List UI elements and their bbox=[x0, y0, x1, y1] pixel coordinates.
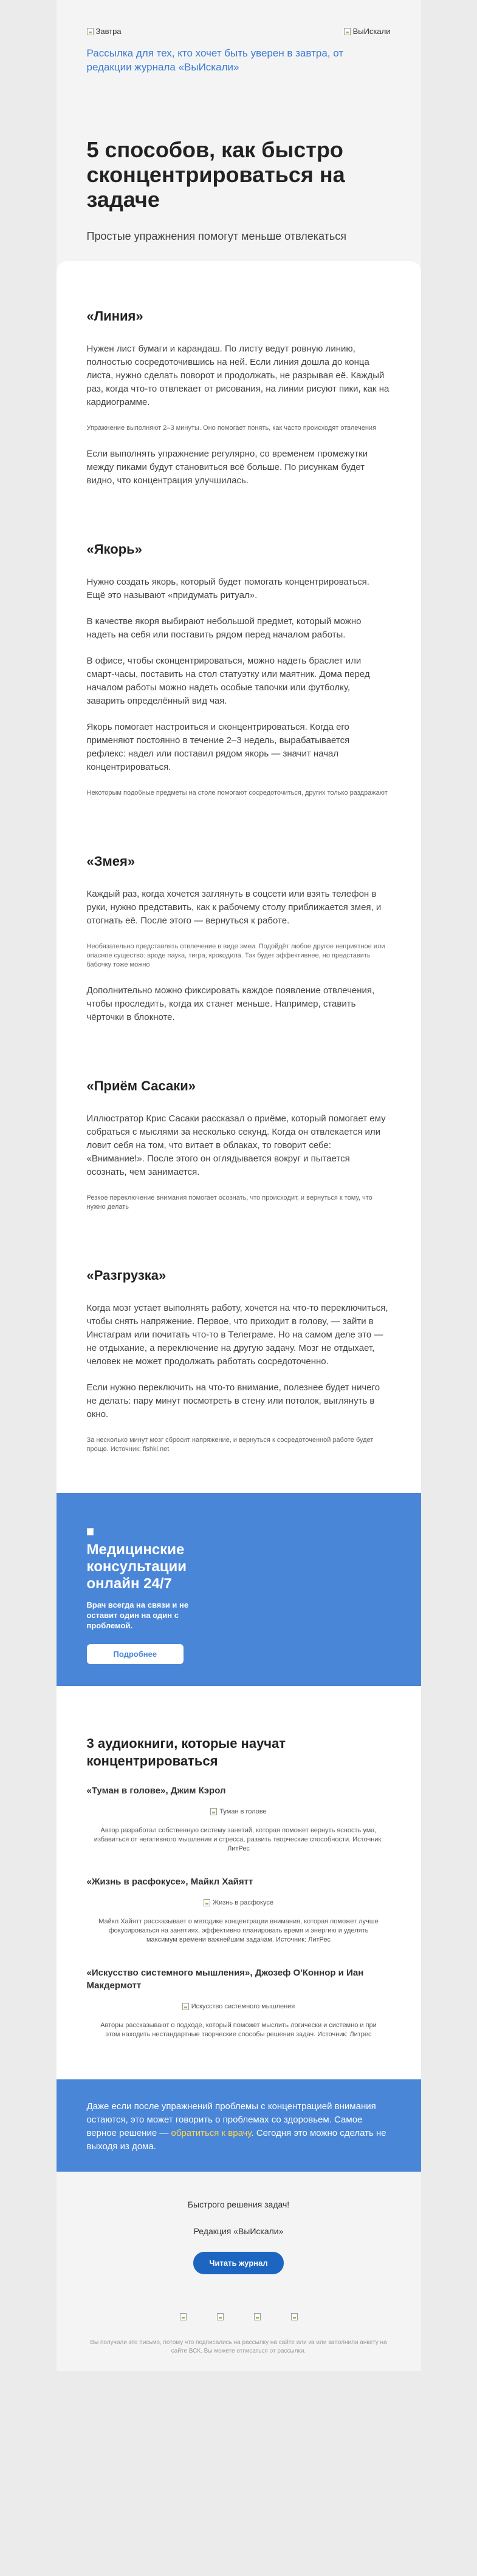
promo-image-icon bbox=[87, 1528, 94, 1535]
section-spacer bbox=[87, 1226, 391, 1268]
read-magazine-button[interactable]: Читать журнал bbox=[193, 2252, 283, 2274]
legal-text-before: Вы получили это письмо, потому что подписались на рассылку на сайте или из или заполнили анкету на сайте ВСК. Вы можете bbox=[90, 2339, 387, 2354]
promo-title: Медицинские консультации онлайн 24/7 bbox=[86, 1541, 187, 1592]
email-container bbox=[57, 0, 421, 2371]
article-body bbox=[57, 261, 421, 1493]
article-section bbox=[87, 1268, 391, 1487]
email-header bbox=[57, 0, 421, 85]
article-section bbox=[87, 308, 391, 542]
section-paragraph: Если выполнять упражнение регулярно, со временем промежутки между пиками будут становиться всё больше. По рисункам будет видно, что концентрация улучшилась. bbox=[86, 449, 368, 486]
doctor-link[interactable]: обратиться к врачу bbox=[171, 2128, 252, 2138]
audiobooks-list bbox=[87, 1784, 391, 2039]
section-paragraph: Иллюстратор Крис Сасаки рассказал о приёме, который помогает ему собраться с мыслями за несколько секунд. Когда он отвлекается или ловит себя на том, что витает в облаках, то говорит себе: «Внимание!». После этого он оглядывается вокруг и пытается осознать, чем занимается. bbox=[86, 1113, 386, 1177]
section-title: «Змея» bbox=[86, 854, 136, 869]
section-spacer bbox=[87, 812, 391, 854]
article-section bbox=[87, 854, 391, 1078]
email-footer bbox=[57, 2172, 421, 2371]
audiobook-item bbox=[87, 1875, 391, 1945]
section-title: «Якорь» bbox=[86, 542, 142, 557]
article-section bbox=[87, 1078, 391, 1268]
audiobook-cover-alt: Жизнь в расфокусе bbox=[213, 1899, 273, 1906]
logo-zavtra[interactable] bbox=[87, 27, 122, 36]
audiobook-item bbox=[87, 1966, 391, 2039]
logo-vyiskali[interactable] bbox=[344, 27, 391, 36]
footer-signature: Редакция «ВыИскали» bbox=[193, 2226, 284, 2236]
legal-text-after: от рассылки. bbox=[267, 2348, 306, 2354]
audiobook-description: Авторы рассказывают о подходе, который поможет мыслить логически и системно и при этом находить нестандартные творческие способы решения задач. Источник: Литрес bbox=[100, 2022, 377, 2038]
audiobook-cover-alt: Искусство системного мышления bbox=[191, 2003, 295, 2010]
audiobook-cover[interactable] bbox=[87, 1899, 391, 1906]
footer-legal bbox=[87, 2339, 391, 2356]
section-paragraph: Дополнительно можно фиксировать каждое появление отвлечения, чтобы проследить, когда их станет меньше. Например, ставить чёрточки в блокноте. bbox=[86, 985, 375, 1022]
audiobook-item bbox=[87, 1784, 391, 1854]
logo-zavtra-alt: Завтра bbox=[95, 27, 122, 36]
section-paragraph: Якорь помогает настроиться и сконцентрироваться. Когда его применяют постоянно в течение 2–3 недель, вырабатывается рефлекс: надел или поставил рядом якорь — значит начал концентрироваться. bbox=[86, 722, 350, 772]
broken-image-icon bbox=[344, 28, 351, 35]
broken-image-icon bbox=[87, 28, 94, 35]
closing-text-after: . Сегодня это можно сделать не выходя из дома. bbox=[86, 2128, 386, 2152]
audiobook-description: Автор разработал собственную систему занятий, которая поможет вернуть ясность ума, избавиться от негативного мышления и стресса, развить творческие способности. Источник: ЛитРес bbox=[94, 1827, 383, 1852]
section-paragraph: Нужно создать якорь, который будет помогать концентрироваться. Ещё это называют «придумать ритуал». bbox=[86, 577, 369, 600]
social-icon-3[interactable] bbox=[254, 2313, 261, 2320]
section-note: Резкое переключение внимания помогает осознать, что происходит, и вернуться к тому, что нужно делать bbox=[86, 1194, 372, 1211]
closing-text-before: Даже если после упражнений проблемы с концентрацией внимания остаются, это может говорить о проблемах со здоровьем. Самое верное решение — bbox=[86, 2101, 376, 2138]
audiobook-cover[interactable] bbox=[87, 2003, 391, 2010]
promo-subtitle: Врач всегда на связи и не оставит один на один с проблемой. bbox=[86, 1600, 189, 1630]
promo-banner bbox=[57, 1493, 421, 1686]
newsletter-tagline: Рассылка для тех, кто хочет быть уверен в завтра, от редакции журнала «ВыИскали» bbox=[86, 47, 344, 73]
section-note: Некоторым подобные предметы на столе помогают сосредоточиться, других только раздражают bbox=[86, 789, 388, 797]
audiobook-title[interactable]: «Туман в голове», Джим Кэрол bbox=[86, 1786, 226, 1796]
section-paragraph: Когда мозг устает выполнять работу, хочется на что-то переключиться, чтобы снять напряжение. Первое, что приходит в голову, — зайти в Инстаграм или почитать что-то в Телеграме. Но на самом деле это — не отдыхание, а переключение на другую задачу. Мозг не отдыхает, человек не может продолжать работать сосредоточенно. bbox=[86, 1303, 388, 1367]
social-icon-2[interactable] bbox=[217, 2313, 224, 2320]
audiobook-cover-alt: Туман в голове bbox=[219, 1808, 267, 1815]
article-section bbox=[87, 542, 391, 854]
section-spacer bbox=[87, 1037, 391, 1078]
social-icons bbox=[87, 2313, 391, 2320]
section-title: «Линия» bbox=[86, 308, 143, 324]
section-note: Необязательно представлять отвлечение в виде змеи. Подойдёт любое другое неприятное или опасное существо: вроде паука, тигра, крокодила. Так будет эффективнее, но представить бабочку тоже можно bbox=[86, 943, 385, 968]
broken-image-icon bbox=[204, 1899, 210, 1906]
audiobook-description: Майкл Хайятт рассказывает о методике концентрации внимания, которая поможет лучше фокусироваться на занятиях, эффективно планировать время и энергию и уделять максимум времени важнейшим задачам. Источник: ЛитРес bbox=[98, 1918, 379, 1943]
section-paragraph: Если нужно переключить на что-то внимание, полезнее будет ничего не делать: пару минут посмотреть в стену или потолок, выглянуть в окно. bbox=[86, 1382, 380, 1419]
section-paragraph: В офисе, чтобы сконцентрироваться, можно надеть браслет или смарт-часы, поставить на стол статуэтку или маятник. Дома перед началом работы можно надеть особые тапочки или футболку, заварить определённый вид чая. bbox=[86, 656, 370, 706]
promo-more-button[interactable]: Подробнее bbox=[87, 1644, 184, 1664]
section-title: «Разгрузка» bbox=[86, 1268, 166, 1283]
closing-banner bbox=[57, 2079, 421, 2172]
audiobook-title[interactable]: «Искусство системного мышления», Джозеф О'Коннор и Иан Макдермотт bbox=[86, 1968, 364, 1991]
section-title: «Приём Сасаки» bbox=[86, 1078, 196, 1093]
section-paragraph: В качестве якоря выбирают небольшой предмет, который можно надеть на себя или поставить рядом перед началом работы. bbox=[86, 616, 362, 640]
broken-image-icon bbox=[182, 2003, 189, 2010]
audiobooks-section bbox=[57, 1686, 421, 2079]
article-subtitle: Простые упражнения помогут меньше отвлекаться bbox=[86, 230, 347, 242]
audiobook-title[interactable]: «Жизнь в расфокусе», Майкл Хайятт bbox=[86, 1877, 253, 1887]
section-note: За несколько минут мозг сбросит напряжение, и вернуться к сосредоточенной работе будет проще. Источник: fishki.net bbox=[86, 1436, 374, 1453]
audiobook-cover[interactable] bbox=[87, 1808, 391, 1815]
section-note: Упражнение выполняют 2–3 минуты. Оно помогает понять, как часто происходят отвлечения bbox=[86, 424, 377, 432]
social-icon-4[interactable] bbox=[291, 2313, 298, 2320]
broken-image-icon bbox=[210, 1808, 217, 1815]
hero bbox=[57, 85, 421, 261]
section-paragraph: Нужен лист бумаги и карандаш. По листу ведут ровную линию, полностью сосредоточившись на ней. Если линия дошла до конца листа, нужно сделать поворот и продолжать, не разрывая её. Каждый раз, когда что-то отвлекает от рисования, на линии рисуют пики, как на кардиограмме. bbox=[86, 344, 389, 407]
section-spacer bbox=[87, 1469, 391, 1487]
article-title: 5 способов, как быстро сконцентрироваться на задаче bbox=[86, 137, 345, 212]
logo-vyiskali-alt: ВыИскали bbox=[352, 27, 391, 36]
footer-wish: Быстрого решения задач! bbox=[187, 2200, 290, 2209]
unsubscribe-link[interactable]: отписаться bbox=[236, 2348, 268, 2354]
section-paragraph: Каждый раз, когда хочется заглянуть в соцсети или взять телефон в руки, нужно представить, как к рабочему столу приближается змея, и отогнать её. После этого — вернуться к работе. bbox=[86, 889, 382, 926]
section-spacer bbox=[87, 500, 391, 542]
social-icon-1[interactable] bbox=[180, 2313, 187, 2320]
audiobooks-title: 3 аудиокниги, которые научат концентрироваться bbox=[86, 1736, 286, 1769]
